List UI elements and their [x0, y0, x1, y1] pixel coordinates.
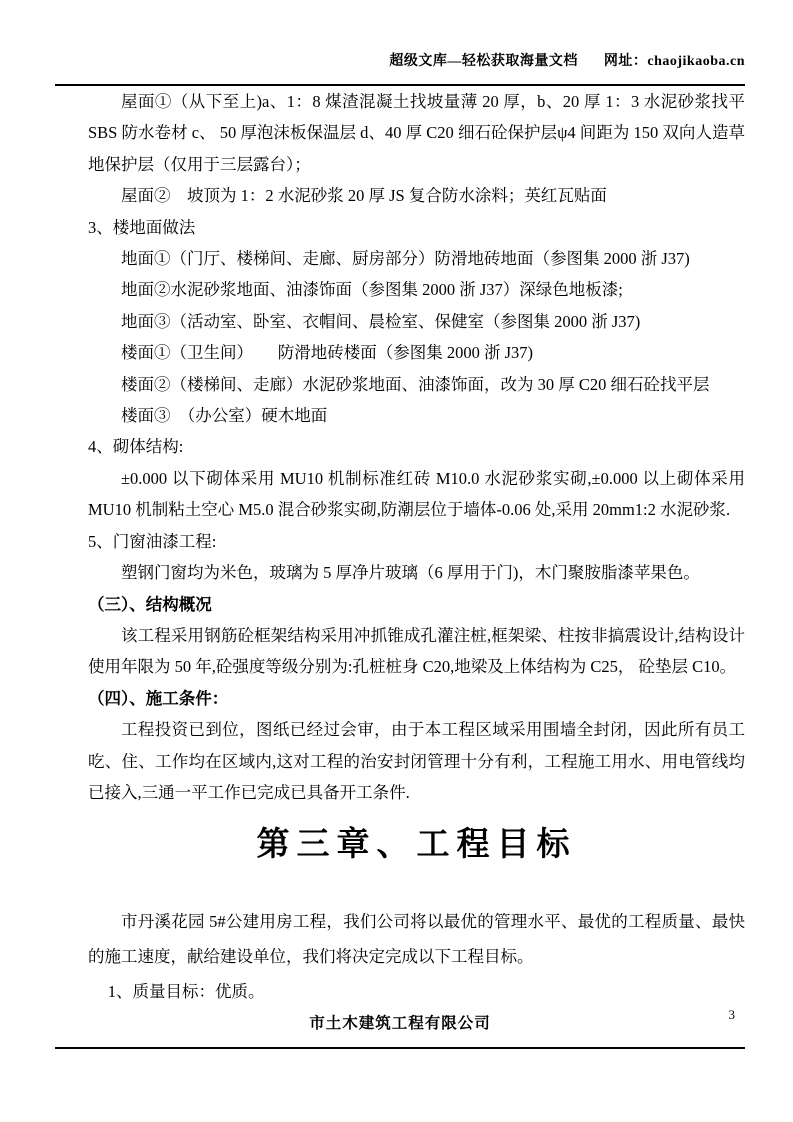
paragraph-floor-3: 地面③（活动室、卧室、衣帽间、晨检室、保健室（参图集 2000 浙 J37)	[121, 311, 641, 331]
paragraph-masonry-detail: ±0.000 以下砌体采用 MU10 机制标准红砖 M10.0 水泥砂浆实砌,±0.000 以上砌体采用 MU10 机制粘土空心 M5.0 混合砂浆实砌,防潮层位于墙体-0.06 处,采用 20mm1:2 水泥砂浆.	[88, 468, 745, 520]
section-heading-construction-conditions: （四）、施工条件：	[88, 688, 229, 708]
header-url-text: 网址：chaojikaoba.cn	[603, 54, 745, 69]
paragraph-floor-2: 地面②水泥砂浆地面、油漆饰面（参图集 2000 浙 J37）深绿色地板漆;	[121, 280, 623, 300]
paragraph-slab-2: 楼面②（楼梯间、走廊）水泥砂浆地面、油漆饰面，改为 30 厚 C20 细石砼找平层	[121, 374, 710, 394]
list-item-4-masonry: 4、砌体结构:	[88, 437, 184, 457]
page-footer	[55, 1007, 745, 1033]
paragraph-roof-2: 屋面② 坡顶为 1：2 水泥砂浆 20 厚 JS 复合防水涂料；英红瓦贴面	[121, 186, 607, 206]
paragraph-project-goals-intro: 市丹溪花园 5#公建用房工程，我们公司将以最优的管理水平、最优的工程质量、最快的施工速度，献给建设单位，我们将决定完成以下工程目标。	[88, 912, 745, 967]
list-item-5-doors-paint: 5、门窗油漆工程:	[88, 531, 217, 551]
footer-company-name: 市土木建筑工程有限公司	[309, 1015, 491, 1032]
page-header	[389, 50, 745, 70]
paragraph-doors-detail: 塑钢门窗均为米色，玻璃为 5 厚净片玻璃（6 厚用于门)，木门聚胺脂漆苹果色。	[121, 563, 700, 583]
paragraph-slab-3: 楼面③ （办公室）硬木地面	[121, 406, 328, 426]
paragraph-slab-1: 楼面①（卫生间） 防滑地砖楼面（参图集 2000 浙 J37)	[121, 343, 534, 363]
list-item-3-floor-methods: 3、楼地面做法	[88, 217, 196, 237]
list-item-quality-goal: 1、质量目标：优质。	[107, 982, 265, 1002]
chapter-body	[88, 904, 745, 1009]
section-heading-structure-overview: （三）、结构概况	[88, 594, 212, 614]
header-site-text: 超级文库—轻松获取海量文档	[389, 54, 578, 69]
paragraph-roof-1: 屋面①（从下至上)a、1：8 煤渣混凝土找坡量薄 20 厚，b、20 厚 1：3 水泥砂浆找平 SBS 防水卷材 c、 50 厚泡沫板保温层 d、40 厚 C20 细石砼保护层ψ4 间距为 150 双向人造草地保护层（仅用于三层露台）；	[88, 92, 745, 174]
page-number: 3	[728, 1007, 735, 1022]
chapter-title: 第三章、工程目标	[256, 827, 577, 864]
paragraph-floor-1: 地面①（门厅、楼梯间、走廊、厨房部分）防滑地砖地面（参图集 2000 浙 J37)	[121, 249, 690, 269]
document-content	[88, 86, 745, 1009]
footer-divider	[55, 1047, 745, 1049]
paragraph-conditions-detail: 工程投资已到位，图纸已经过会审，由于本工程区域采用围墙全封闭，因此所有员工吃、住、工作均在区域内,这对工程的治安封闭管理十分有利，工程施工用水、用电管线均已接入,三通一平工作已完成已具备开工条件.	[88, 720, 745, 802]
paragraph-structure-detail: 该工程采用钢筋砼框架结构采用冲抓锥成孔灌注桩,框架梁、柱按非搞震设计,结构设计使用年限为 50 年,砼强度等级分别为:孔桩桩身 C20,地梁及上体结构为 C25， 砼垫层 C10。	[88, 625, 745, 677]
